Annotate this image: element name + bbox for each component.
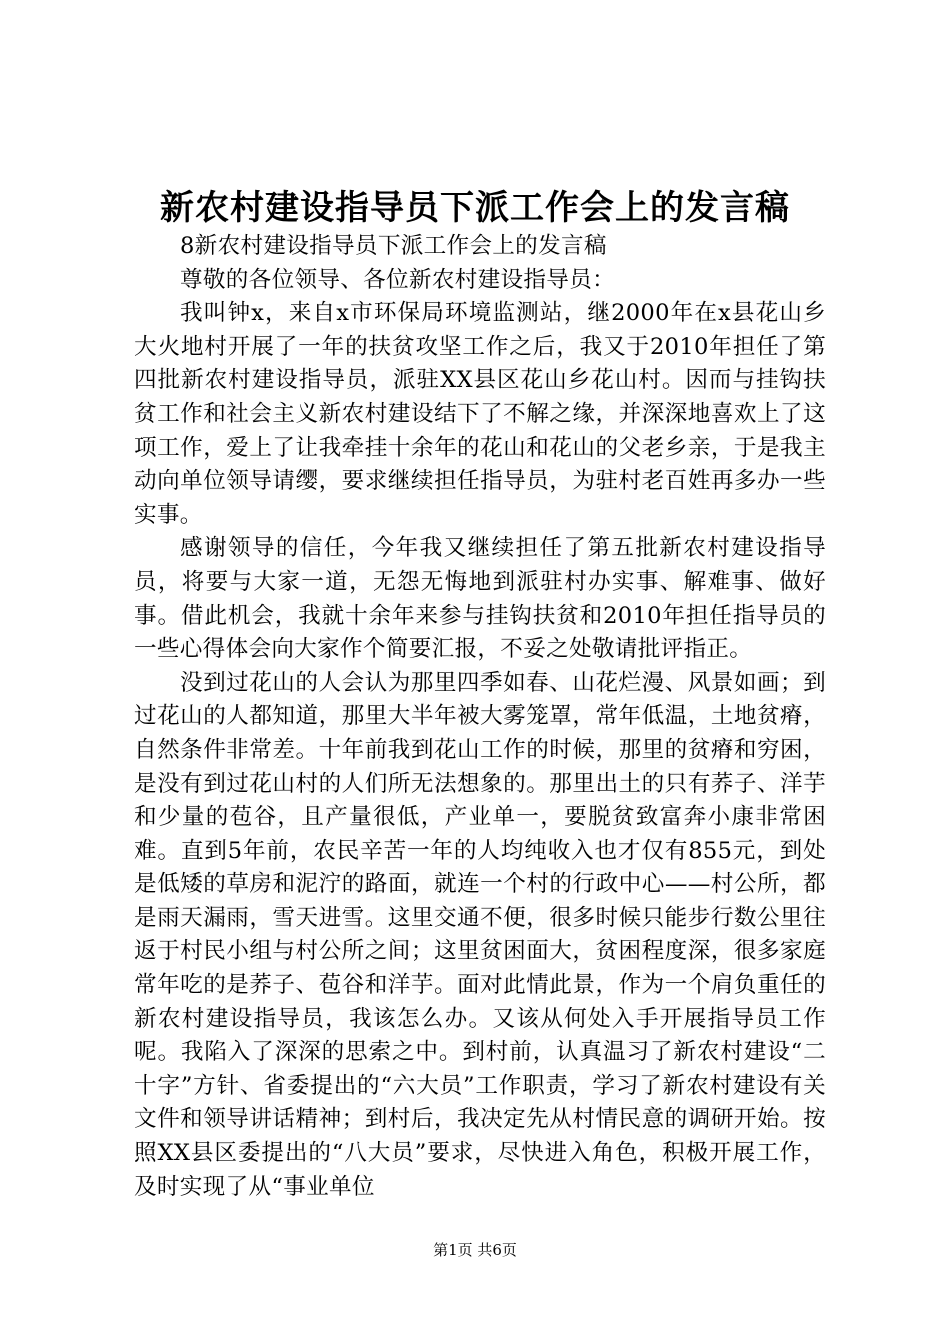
paragraph-thanks: 感谢领导的信任，今年我又继续担任了第五批新农村建设指导员，将要与大家一道，无怨无悔地到派驻村办实事、解难事、做好事。借此机会，我就十余年来参与挂钩扶贫和2010年担任指导员的一些心得体会向大家作个简要汇报，不妥之处敬请批评指正。 <box>134 535 826 663</box>
document-title: 新农村建设指导员下派工作会上的发言稿 <box>160 188 790 228</box>
paragraph-salutation: 尊敬的各位领导、各位新农村建设指导员： <box>180 266 615 293</box>
paragraph-village-situation: 没到过花山的人会认为那里四季如春、山花烂漫、风景如画；到过花山的人都知道，那里大半年被大雾笼罩，常年低温，土地贫瘠，自然条件非常差。十年前我到花山工作的时候，那里的贫瘠和穷困，是没有到过花山村的人们所无法想象的。那里出土的只有荞子、洋芋和少量的苞谷，且产量很低，产业单一，要脱贫致富奔小康非常困难。直到5年前，农民辛苦一年的人均纯收入也才仅有855元，到处是低矮的草房和泥泞的路面，就连一个村的行政中心——村公所，都是雨天漏雨，雪天进雪。这里交通不便，很多时候只能步行数公里往返于村民小组与村公所之间；这里贫困面大，贫困程度深，很多家庭常年吃的是荞子、苞谷和洋芋。面对此情此景，作为一个肩负重任的新农村建设指导员，我该怎么办。又该从何处入手开展指导员工作呢。我陷入了深深的思索之中。到村前，认真温习了新农村建设“二十字”方针、省委提出的“六大员”工作职责，学习了新农村建设有关文件和领导讲话精神；到村后，我决定先从村情民意的调研开始。按照XX县区委提出的“八大员”要求，尽快进入角色，积极开展工作，及时实现了从“事业单位 <box>134 669 826 1200</box>
paragraph-introduction: 我叫钟x，来自x市环保局环境监测站，继2000年在x县花山乡大火地村开展了一年的扶贫攻坚工作之后，我又于2010年担任了第四批新农村建设指导员，派驻XX县区花山乡花山村。因而与挂钩扶贫工作和社会主义新农村建设结下了不解之缘，并深深地喜欢上了这项工作，爱上了让我牵挂十余年的花山和花山的父老乡亲，于是我主动向单位领导请缨，要求继续担任指导员，为驻村老百姓再多办一些实事。 <box>134 300 826 528</box>
page-footer: 第1页 共6页 <box>433 1241 517 1259</box>
paragraph-heading-line: 8新农村建设指导员下派工作会上的发言稿 <box>180 233 607 259</box>
document-body <box>134 230 826 1204</box>
